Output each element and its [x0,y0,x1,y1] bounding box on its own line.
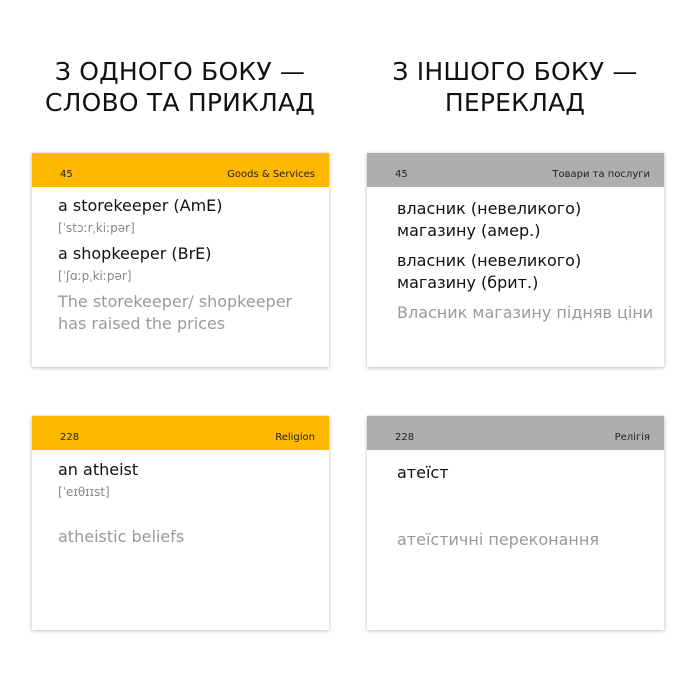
flashcard-back-storekeeper [367,153,664,367]
card-word-line: власник (невеликого) [397,199,582,218]
card-category: Релігія [614,432,650,443]
card-word: a storekeeper (AmE) [58,196,223,215]
card-body [367,187,664,324]
back-side-heading [350,56,680,118]
card-word-line: власник (невеликого) [397,251,582,270]
card-word: a shopkeeper (BrE) [58,244,212,263]
card-word-line: магазину (амер.) [397,221,541,240]
card-category: Goods & Services [227,169,315,180]
back-side-heading-line1: З ІНШОГО БОКУ — [392,57,638,86]
card-body [367,450,664,551]
card-example: Власник магазину підняв ціни [397,303,654,322]
card-transcription: [ˈstɔːrˌkiːpər] [58,221,135,235]
card-number: 228 [395,432,415,443]
flashcard-back-atheist [367,416,664,630]
card-header [32,153,329,187]
card-body [32,450,329,548]
flashcard-front-atheist [32,416,329,630]
card-body [32,187,329,335]
front-side-heading [15,56,345,118]
card-word: атеїст [397,463,449,482]
card-number: 228 [60,432,80,443]
card-example: атеїстичні переконання [397,530,599,549]
back-side-heading-line2: ПЕРЕКЛАД [444,88,586,117]
card-example: atheistic beliefs [58,527,185,546]
flashcard-front-storekeeper [32,153,329,367]
card-example [58,291,315,335]
card-word-line: магазину (брит.) [397,273,539,292]
card-example-line: has raised the prices [58,314,226,333]
card-header [367,416,664,450]
card-number: 45 [395,169,408,180]
card-example-line: The storekeeper/ shopkeeper [58,292,293,311]
card-transcription: [ˈʃɑːpˌkiːpər] [58,269,132,283]
card-header [367,153,664,187]
front-side-heading-line1: З ОДНОГО БОКУ — [54,57,306,86]
card-header [32,416,329,450]
card-category: Religion [275,432,315,443]
card-word: an atheist [58,460,139,479]
card-number: 45 [60,169,73,180]
card-transcription: [ˈeɪθɪɪst] [58,485,110,499]
card-category: Товари та послуги [552,169,650,180]
front-side-heading-line2: СЛОВО ТА ПРИКЛАД [45,88,315,117]
